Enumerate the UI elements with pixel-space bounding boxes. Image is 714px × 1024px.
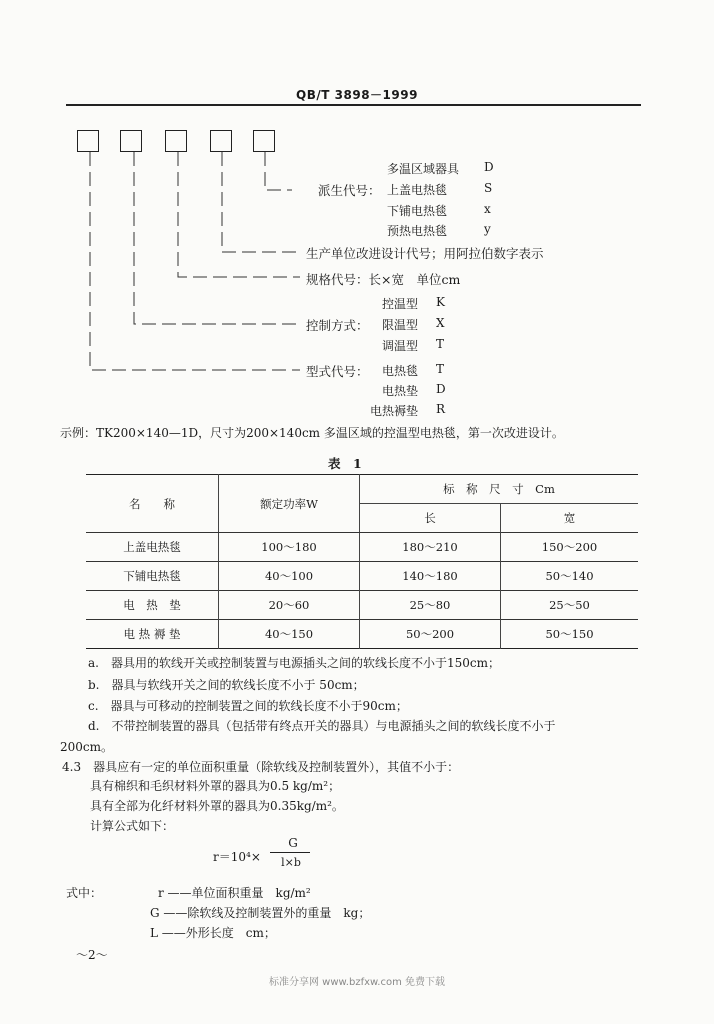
design-change-label: 生产单位改进设计代号；用阿拉伯数字表示 [306,246,544,261]
section-4-3-line4: 计算公式如下： [90,819,175,833]
fraction-bar [270,852,310,853]
type-item-code: T [436,362,445,376]
control-label: 控制方式： [306,318,369,333]
table-row [86,620,638,649]
table-row [86,591,638,620]
table-row [86,562,638,591]
derived-item-code: S [484,181,493,195]
type-item-name: 电热毯 [382,364,419,378]
standard-code-header: QB/T 3898－1999 [296,88,418,102]
header-power: 额定功率W [219,475,360,533]
derived-item-name: 上盖电热毯 [387,183,448,197]
where-label: 式中： [66,886,103,900]
row-width: 50～150 [545,627,594,641]
row-power: 100～180 [219,533,360,562]
section-4-3-line2: 具有棉织和毛织材料外罩的器具为0.5 kg/m²； [90,779,341,793]
type-label: 型式代号： [306,364,369,379]
header-length: 长 [360,504,501,533]
derived-item-code: D [484,160,494,174]
row-width: 25～50 [549,598,590,612]
note-b: b. 器具与软线开关之间的软线长度不小于 50cm； [88,678,365,692]
note-a: a. 器具用的软线开关或控制装置与电源插头之间的软线长度不小于150cm； [88,656,500,670]
derived-item-code: x [484,202,491,216]
derived-label: 派生代号： [318,183,381,198]
where-r: r ——单位面积重量 kg/m² [158,886,311,900]
derived-item-name: 预热电热毯 [387,224,448,238]
row-name: 电 热 褥 垫 [86,620,219,649]
section-4-3-line3: 具有全部为化纤材料外罩的器具为0.35kg/m²。 [90,799,344,813]
example-text: 示例：TK200×140—1D，尺寸为200×140cm 多温区域的控温型电热毯，第一次改进设计。 [60,426,564,440]
note-c: c. 器具与可移动的控制装置之间的软线长度不小于90cm； [88,699,408,713]
derived-item-name: 下铺电热毯 [387,204,448,218]
row-name: 电 热 垫 [86,591,219,620]
section-4-3: 4.3 器具应有一定的单位面积重量（除软线及控制装置外），其值不小于： [62,760,460,774]
type-item-name: 电热褥垫 [370,404,419,418]
formula-lhs: r＝10⁴× [213,850,261,864]
header-size: 标 称 尺 寸 Cm [360,475,639,504]
table-row [86,533,638,562]
header-width: 宽 [563,511,576,525]
type-item-code: R [436,402,446,416]
derived-item-name: 多温区域器具 [387,162,460,176]
where-g: G ——除软线及控制装置外的重量 kg； [150,906,371,920]
page-number: ～2～ [76,948,108,962]
control-item-code: K [436,295,445,309]
watermark-footer: 标准分享网 www.bzfxw.com 免费下载 [269,977,445,988]
row-name: 上盖电热毯 [86,533,219,562]
table-title: 表 1 [328,456,362,471]
formula-numerator: G [288,836,298,850]
row-name: 下铺电热毯 [86,562,219,591]
spec-table [86,474,638,649]
row-length: 140～180 [360,562,501,591]
note-d: d. 不带控制装置的器具（包括带有终点开关的器具）与电源插头之间的软线长度不小于 [88,719,556,733]
row-length: 180～210 [360,533,501,562]
where-l: L ——外形长度 cm； [150,926,276,940]
spec-code-label: 规格代号：长×宽 单位cm [306,272,461,287]
control-item-name: 调温型 [382,339,419,353]
control-item-name: 限温型 [382,318,419,332]
row-power: 40～150 [219,620,360,649]
control-item-code: X [436,316,445,330]
type-item-code: D [436,382,446,396]
note-d-continued: 200cm。 [60,740,114,754]
control-item-name: 控温型 [382,297,419,311]
row-width: 50～140 [545,569,594,583]
row-length: 50～200 [360,620,501,649]
header-name: 名 称 [86,475,219,533]
formula-denominator: l×b [281,856,301,869]
type-item-name: 电热垫 [382,384,419,398]
row-power: 20～60 [219,591,360,620]
row-length: 25～80 [360,591,501,620]
derived-item-code: y [484,222,491,236]
row-width: 150～200 [541,540,598,554]
control-item-code: T [436,337,445,351]
row-power: 40～100 [219,562,360,591]
